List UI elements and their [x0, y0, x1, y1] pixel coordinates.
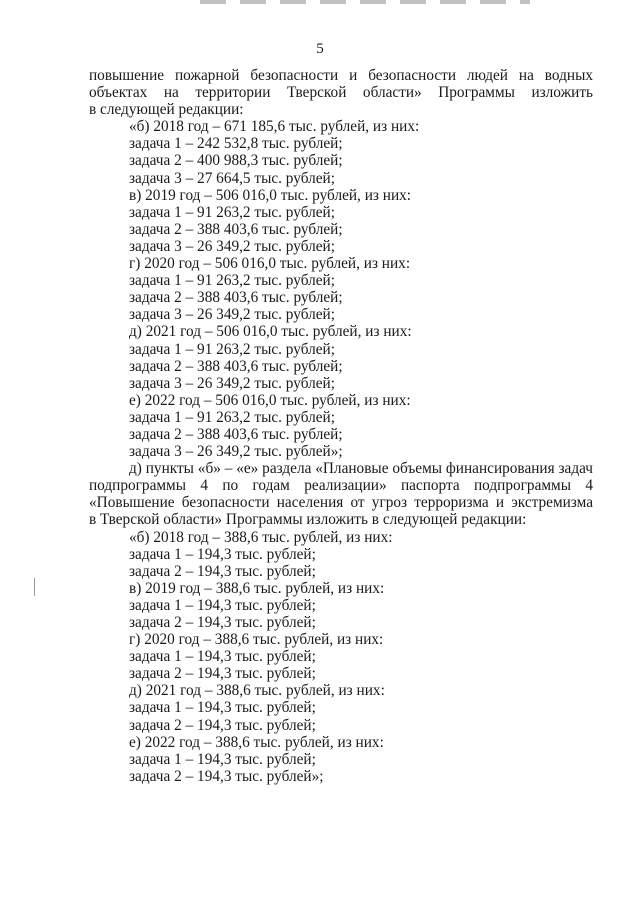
intro-line: объектах на территории Тверской области» Программы изложить: [89, 84, 593, 102]
intro-line: в следующей редакции:: [89, 101, 244, 119]
amount-line: е) 2022 год – 388,6 тыс. рублей, из них:: [129, 733, 384, 751]
amount-line: е) 2022 год – 506 016,0 тыс. рублей, из них:: [129, 391, 411, 409]
margin-mark: [34, 578, 35, 596]
amount-line: задача 2 – 388 403,6 тыс. рублей;: [129, 425, 343, 443]
amount-line: д) 2021 год – 388,6 тыс. рублей, из них:: [129, 682, 385, 700]
amount-line: д) 2021 год – 506 016,0 тыс. рублей, из них:: [129, 323, 412, 341]
amount-line: задача 1 – 91 263,2 тыс. рублей;: [129, 203, 335, 221]
amount-line: задача 3 – 26 349,2 тыс. рублей;: [129, 306, 335, 324]
amount-line: задача 1 – 194,3 тыс. рублей;: [129, 750, 316, 768]
amount-line: «б) 2018 год – 388,6 тыс. рублей, из них:: [129, 528, 393, 546]
amount-line: задача 2 – 194,3 тыс. рублей»;: [129, 767, 324, 785]
paragraph-line: подпрограммы 4 по годам реализации» паспорта подпрограммы 4: [89, 477, 593, 495]
amount-line: в) 2019 год – 388,6 тыс. рублей, из них:: [129, 579, 385, 597]
amount-line: задача 1 – 91 263,2 тыс. рублей;: [129, 272, 335, 290]
amount-line: задача 2 – 388 403,6 тыс. рублей;: [129, 357, 343, 375]
amount-line: задача 1 – 242 532,8 тыс. рублей;: [129, 135, 343, 153]
amount-line: задача 1 – 194,3 тыс. рублей;: [129, 596, 316, 614]
amount-line: задача 1 – 91 263,2 тыс. рублей;: [129, 340, 335, 358]
amount-line: задача 3 – 27 664,5 тыс. рублей;: [129, 169, 335, 187]
amount-line: задача 1 – 194,3 тыс. рублей;: [129, 699, 316, 717]
amount-line: в) 2019 год – 506 016,0 тыс. рублей, из них:: [129, 186, 412, 204]
amount-line: задача 1 – 91 263,2 тыс. рублей;: [129, 408, 335, 426]
amount-line: задача 2 – 400 988,3 тыс. рублей;: [129, 152, 343, 170]
document-body: [89, 67, 593, 785]
amount-line: задача 3 – 26 349,2 тыс. рублей;: [129, 237, 335, 255]
paragraph-line: «Повышение безопасности населения от угроз терроризма и экстремизма: [89, 494, 593, 512]
amount-line: задача 2 – 194,3 тыс. рублей;: [129, 614, 316, 631]
page-number: 5: [316, 41, 324, 57]
amount-line: задача 2 – 388 403,6 тыс. рублей;: [129, 289, 343, 307]
amount-line: задача 3 – 26 349,2 тыс. рублей;: [129, 374, 335, 392]
paragraph-line: д) пункты «б» – «е» раздела «Плановые объемы финансирования задач: [129, 460, 593, 478]
amount-line: задача 2 – 388 403,6 тыс. рублей;: [129, 220, 343, 238]
amount-line: г) 2020 год – 506 016,0 тыс. рублей, из них:: [129, 255, 411, 273]
amount-line: задача 2 – 194,3 тыс. рублей;: [129, 716, 316, 734]
intro-line: повышение пожарной безопасности и безопасности людей на водных: [89, 67, 593, 84]
amount-line: задача 1 – 194,3 тыс. рублей;: [129, 545, 316, 563]
amount-line: г) 2020 год – 388,6 тыс. рублей, из них:: [129, 631, 384, 649]
amount-line: «б) 2018 год – 671 185,6 тыс. рублей, из них:: [129, 118, 420, 136]
scan-artifact: [200, 0, 530, 4]
amount-line: задача 1 – 194,3 тыс. рублей;: [129, 648, 316, 666]
amount-line: задача 3 – 26 349,2 тыс. рублей»;: [129, 443, 343, 461]
amount-line: задача 2 – 194,3 тыс. рублей;: [129, 665, 316, 683]
paragraph-line: в Тверской области» Программы изложить в следующей редакции:: [89, 511, 527, 529]
amount-line: задача 2 – 194,3 тыс. рублей;: [129, 562, 316, 580]
